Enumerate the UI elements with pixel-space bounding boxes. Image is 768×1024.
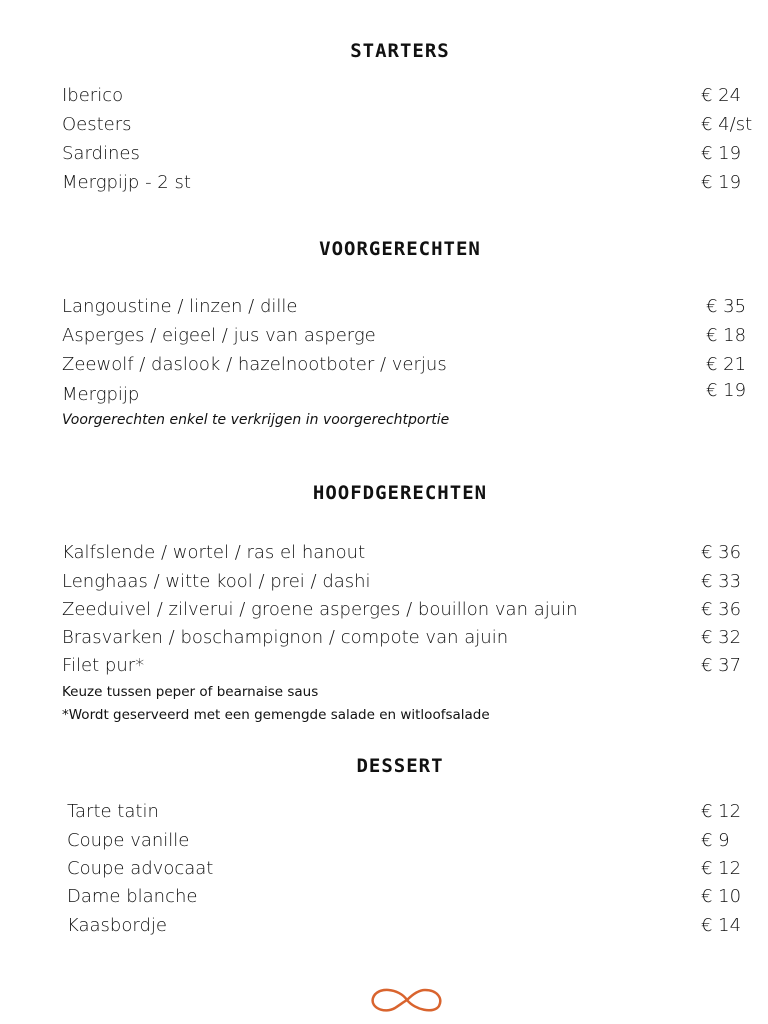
item-name: Filet pur*	[62, 655, 145, 676]
menu-item	[67, 886, 768, 912]
item-name: Langoustine / linzen / dille	[62, 296, 298, 317]
item-price: € 19	[706, 380, 747, 401]
item-name: Zeewolf / daslook / hazelnootboter / verjus	[62, 354, 447, 375]
voorgerechten-title: VOORGERECHTEN	[319, 238, 481, 260]
item-name: Brasvarken / boschampignon / compote van ajuin	[62, 627, 509, 648]
menu-item	[62, 325, 768, 351]
item-name: Coupe vanille	[67, 830, 190, 851]
item-price: € 24	[701, 85, 742, 106]
menu-item	[62, 380, 768, 410]
item-name: Oesters	[62, 114, 132, 135]
item-price: € 21	[706, 354, 747, 375]
menu-item	[62, 599, 768, 625]
menu-item	[62, 114, 768, 140]
hoofdgerechten-title: HOOFDGERECHTEN	[312, 482, 488, 504]
menu-item	[67, 858, 768, 884]
voorgerechten-note: Voorgerechten enkel te verkrijgen in voorgerechtportie	[62, 412, 450, 428]
item-price: € 10	[701, 886, 742, 907]
item-name: Asperges / eigeel / jus van asperge	[62, 325, 376, 346]
menu-item	[62, 143, 768, 169]
item-price: € 4/st	[701, 114, 753, 135]
menu-item	[67, 915, 768, 941]
item-price: € 35	[706, 296, 747, 317]
item-name: Zeeduivel / zilverui / groene asperges / bouillon van ajuin	[62, 599, 578, 620]
item-price: € 36	[701, 542, 742, 563]
item-price: € 19	[701, 143, 742, 164]
item-price: € 12	[701, 858, 742, 879]
item-price: € 9	[701, 830, 730, 851]
infinity-icon	[367, 980, 447, 1020]
salad-note: *Wordt geserveerd met een gemengde salade en witloofsalade	[62, 707, 490, 723]
item-name: Sardines	[62, 143, 140, 164]
menu-item	[62, 85, 768, 111]
sauce-note: Keuze tussen peper of bearnaise saus	[62, 684, 319, 700]
menu-item	[62, 571, 768, 597]
item-name: Kalfslende / wortel / ras el hanout	[62, 542, 366, 563]
item-price: € 18	[706, 325, 747, 346]
item-name: Mergpijp - 2 st	[62, 172, 191, 193]
item-price: € 37	[701, 655, 742, 676]
starters-title: STARTERS	[350, 40, 450, 62]
item-name: Coupe advocaat	[67, 858, 214, 879]
menu-item	[67, 830, 768, 856]
menu-item	[62, 627, 768, 653]
menu-item	[67, 801, 768, 827]
item-name: Dame blanche	[67, 886, 198, 907]
item-price: € 14	[701, 915, 742, 936]
item-name: Iberico	[62, 85, 124, 106]
item-price: € 12	[701, 801, 742, 822]
menu-item	[62, 172, 768, 198]
item-price: € 19	[701, 172, 742, 193]
menu-item	[62, 296, 768, 322]
item-name: Tarte tatin	[67, 801, 159, 822]
menu-item	[62, 542, 768, 568]
item-name: Kaasbordje	[67, 915, 167, 936]
item-price: € 36	[701, 599, 742, 620]
item-name: Mergpijp	[62, 384, 140, 405]
menu-item	[62, 655, 768, 681]
dessert-title: DESSERT	[356, 755, 444, 777]
item-price: € 32	[701, 627, 742, 648]
item-price: € 33	[701, 571, 742, 592]
menu-item	[62, 354, 768, 380]
item-name: Lenghaas / witte kool / prei / dashi	[62, 571, 371, 592]
